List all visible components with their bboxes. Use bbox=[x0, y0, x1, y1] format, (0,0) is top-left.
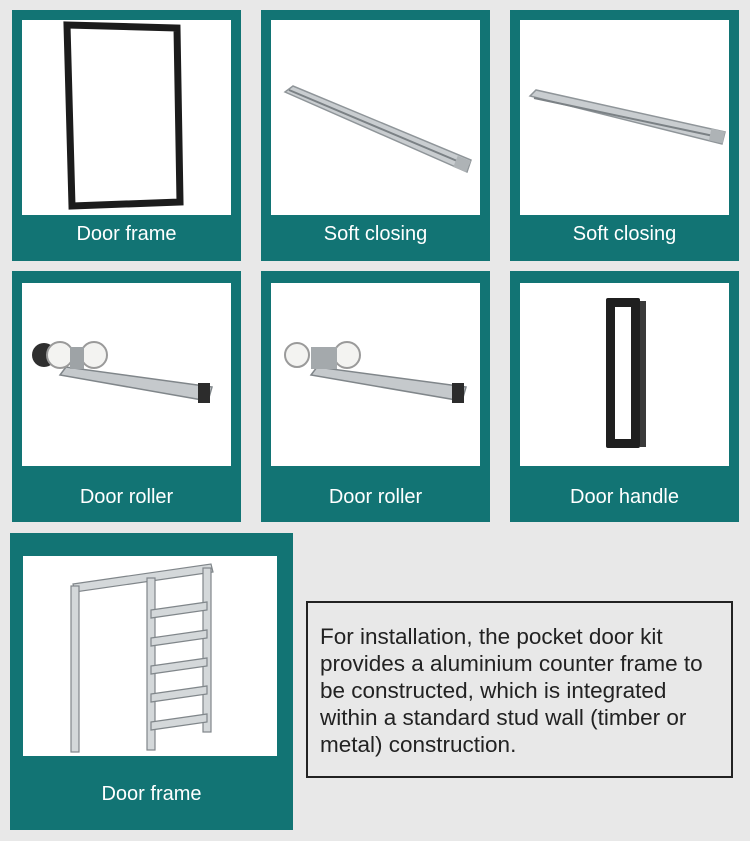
door-roller-image bbox=[271, 283, 480, 466]
product-image bbox=[22, 20, 231, 215]
soft-closing-rail-image bbox=[271, 20, 480, 215]
door-handle-image bbox=[520, 283, 729, 466]
product-card-door-roller-2 bbox=[261, 271, 490, 522]
soft-closing-rail-image bbox=[520, 20, 729, 215]
door-frame-image bbox=[22, 20, 231, 215]
product-image bbox=[271, 20, 480, 215]
product-image bbox=[271, 283, 480, 466]
installation-info-text: For installation, the pocket door kit provides a aluminium counter frame to be constructed, which is integrated within a standard stud wall (timber or metal) construction. bbox=[320, 624, 703, 757]
product-card-soft-closing-2 bbox=[510, 10, 739, 261]
product-label: Soft closing bbox=[572, 223, 677, 245]
product-label: Door frame bbox=[101, 783, 202, 805]
product-image bbox=[520, 283, 729, 466]
product-card-door-roller-1 bbox=[12, 271, 241, 522]
product-label: Door roller bbox=[328, 486, 423, 508]
product-image bbox=[520, 20, 729, 215]
product-label: Door frame bbox=[76, 223, 177, 245]
product-card-door-handle bbox=[510, 271, 739, 522]
installation-info-box bbox=[306, 601, 733, 778]
product-label: Soft closing bbox=[323, 223, 428, 245]
product-card-soft-closing-1 bbox=[261, 10, 490, 261]
product-image bbox=[22, 283, 231, 466]
product-card-door-frame bbox=[12, 10, 241, 261]
product-label: Door roller bbox=[79, 486, 174, 508]
product-card-door-frame-kit bbox=[10, 533, 293, 830]
product-image bbox=[23, 556, 277, 756]
product-label: Door handle bbox=[570, 486, 679, 508]
door-roller-image bbox=[22, 283, 231, 466]
pocket-door-frame-image bbox=[23, 556, 277, 756]
